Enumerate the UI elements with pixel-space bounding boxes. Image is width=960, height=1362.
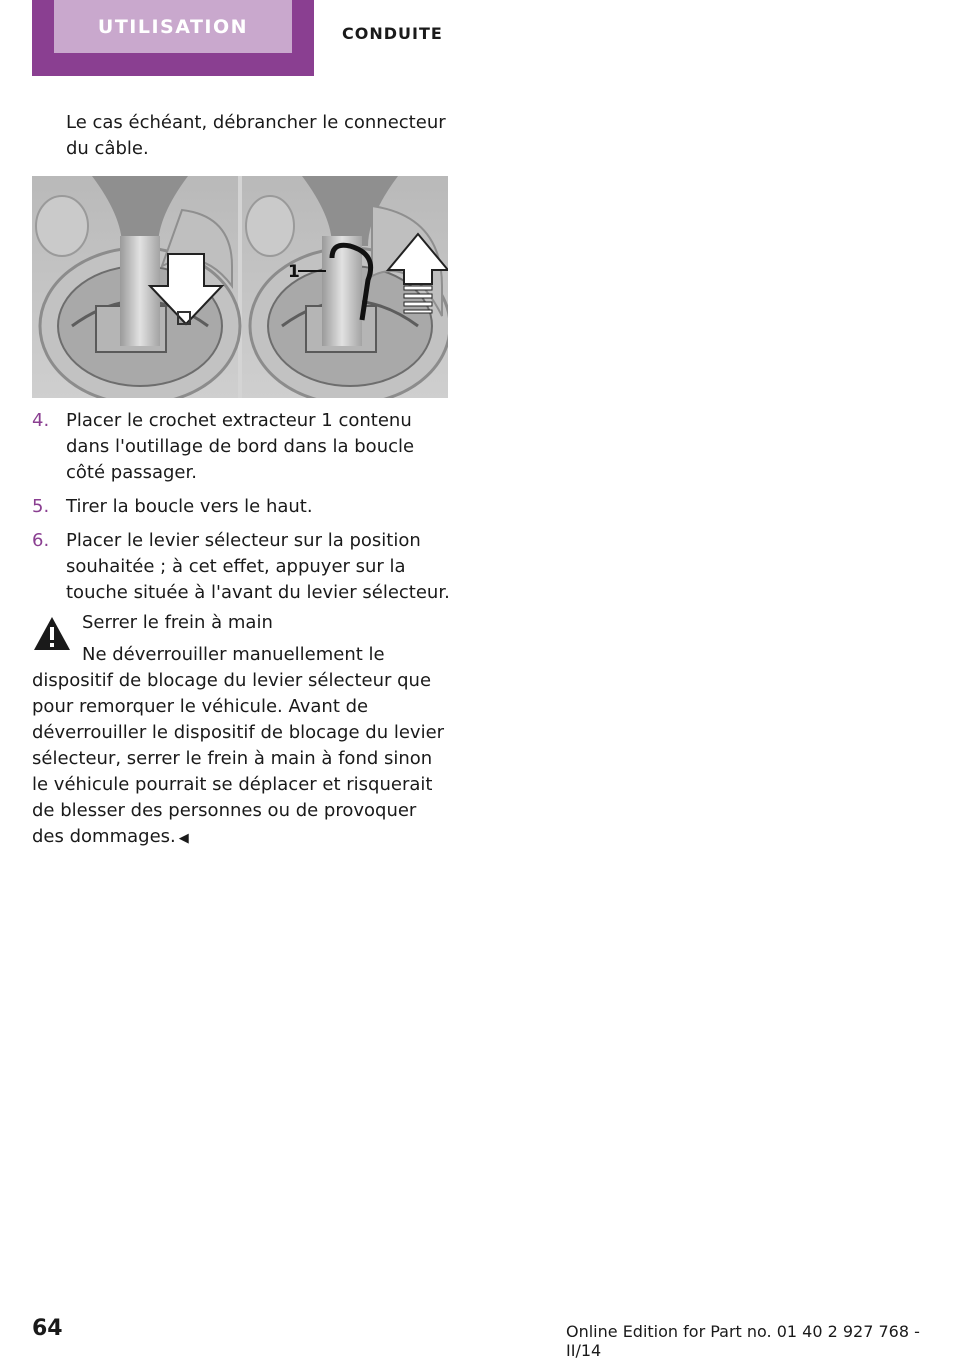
list-item [32,528,452,606]
callout-number: 1 [288,262,300,282]
end-mark-icon: ◀ [178,831,189,846]
gear-selector-illustration [32,176,448,398]
step-number: 4. [32,410,50,431]
chapter-tab [32,0,314,76]
section-title: CONDUITE [342,24,443,43]
warning-title: Serrer le frein à main [82,612,273,633]
list-item [32,494,452,520]
page-number: 64 [32,1316,63,1341]
step-text: Placer le crochet extracteur 1 contenu dans l'outillage de bord dans la boucle côté passager. [66,410,415,483]
step-text: Tirer la boucle vers le haut. [66,496,313,517]
edition-info: Online Edition for Part no. 01 40 2 927 768 - II/14 [566,1322,920,1360]
warning-body [32,642,452,852]
chapter-tab-label-box [54,0,292,53]
step-number: 5. [32,496,50,517]
step-text: Placer le levier sélecteur sur la position souhaitée ; à cet effet, appuyer sur la touche située à l'avant du levier sélecteur. [66,530,450,603]
step-list [32,408,452,614]
intro-paragraph: Le cas échéant, débrancher le connecteur du câble. [66,112,446,159]
chapter-title: UTILISATION [97,15,249,38]
list-item [32,408,452,486]
gear-selector-figure [32,176,448,398]
step-number: 6. [32,530,50,551]
warning-text: Ne déverrouiller manuellement le dispositif de blocage du levier sélecteur que pour remorquer le véhicule. Avant de déverrouiller le dispositif de blocage du levier sélecteur, serrer le frein à main à fond sinon le véhicule pourrait se déplacer et risquerait de blesser des personnes ou de provoquer des dommages. [32,644,445,847]
